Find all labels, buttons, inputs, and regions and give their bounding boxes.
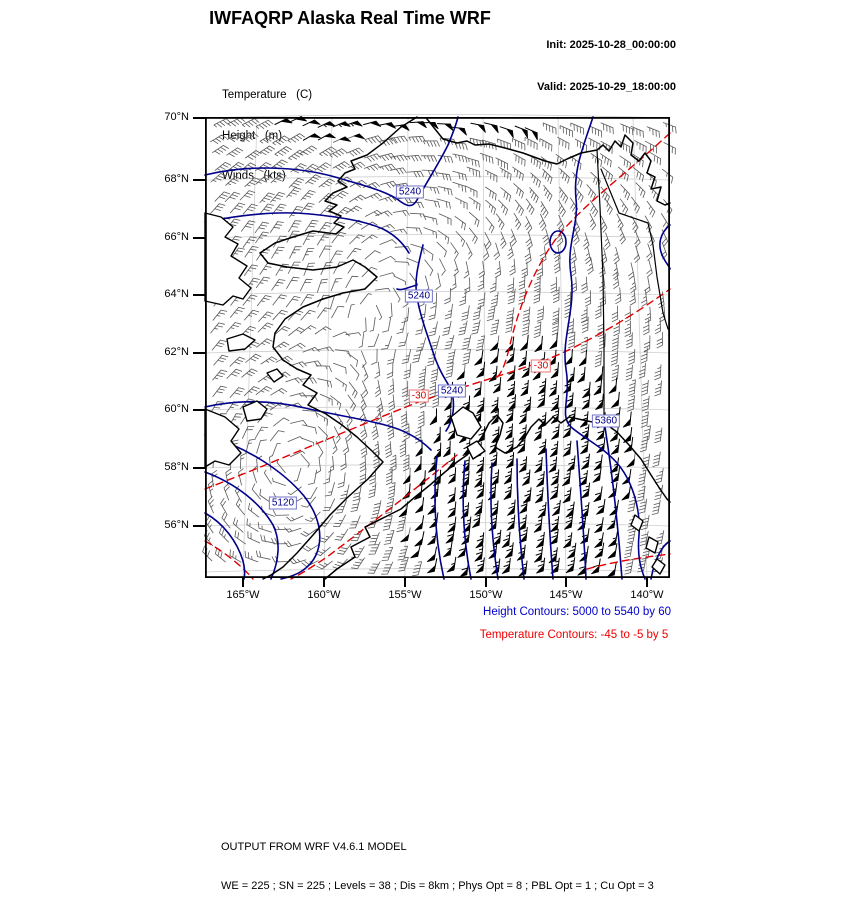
lon-tick xyxy=(565,578,567,587)
lon-tick-label: 160°W xyxy=(307,589,341,601)
lat-tick-label: 62°N xyxy=(164,346,189,358)
init-time-label: Init: 2025-10-28_00:00:00 xyxy=(546,39,676,51)
contour-label-height: 5360 xyxy=(592,415,620,428)
lat-tick xyxy=(193,352,205,354)
lat-tick xyxy=(193,294,205,296)
lat-tick-label: 64°N xyxy=(164,288,189,300)
lat-tick-label: 66°N xyxy=(164,231,189,243)
lat-tick-label: 70°N xyxy=(164,111,189,123)
lat-tick xyxy=(193,409,205,411)
legend-temperature: Temperature (C) xyxy=(222,89,313,101)
lat-tick xyxy=(193,117,205,119)
lon-tick xyxy=(485,578,487,587)
lat-tick xyxy=(193,525,205,527)
valid-time-label: Valid: 2025-10-29_18:00:00 xyxy=(537,81,676,93)
lon-tick-label: 165°W xyxy=(226,589,260,601)
page-title: IWFAQRP Alaska Real Time WRF xyxy=(209,8,491,28)
contour-label-temperature: -30 xyxy=(531,360,551,373)
contour-label-height: 5240 xyxy=(438,385,466,398)
lon-tick-label: 155°W xyxy=(388,589,422,601)
legend-winds: Winds (kts) xyxy=(222,170,286,182)
lon-tick-label: 150°W xyxy=(469,589,503,601)
lat-tick-label: 58°N xyxy=(164,461,189,473)
lat-tick xyxy=(193,237,205,239)
lon-tick-label: 140°W xyxy=(630,589,664,601)
footer-config-line: WE = 225 ; SN = 225 ; Levels = 38 ; Dis = 8km ; Phys Opt = 8 ; PBL Opt = 1 ; Cu Opt = 3 xyxy=(221,880,654,892)
model-footer xyxy=(221,815,654,919)
lon-tick xyxy=(646,578,648,587)
lat-tick-label: 68°N xyxy=(164,173,189,185)
footer-model-line: OUTPUT FROM WRF V4.6.1 MODEL xyxy=(221,841,407,853)
lat-tick-label: 60°N xyxy=(164,403,189,415)
lon-tick xyxy=(242,578,244,587)
contour-label-height: 5240 xyxy=(405,290,433,303)
lon-tick xyxy=(323,578,325,587)
lat-tick xyxy=(193,179,205,181)
legend-height: Height (m) xyxy=(222,129,283,142)
lat-tick xyxy=(193,467,205,469)
lat-tick-label: 56°N xyxy=(164,519,189,531)
contour-label-temperature: -30 xyxy=(409,390,429,403)
contour-label-height: 5240 xyxy=(396,186,424,199)
lon-tick-label: 145°W xyxy=(549,589,583,601)
lon-tick xyxy=(404,578,406,587)
temperature-contours-caption: Temperature Contours: -45 to -5 by 5 xyxy=(479,629,669,641)
height-contours-caption: Height Contours: 5000 to 5540 by 60 xyxy=(483,606,671,618)
contour-label-height: 5120 xyxy=(269,497,297,510)
